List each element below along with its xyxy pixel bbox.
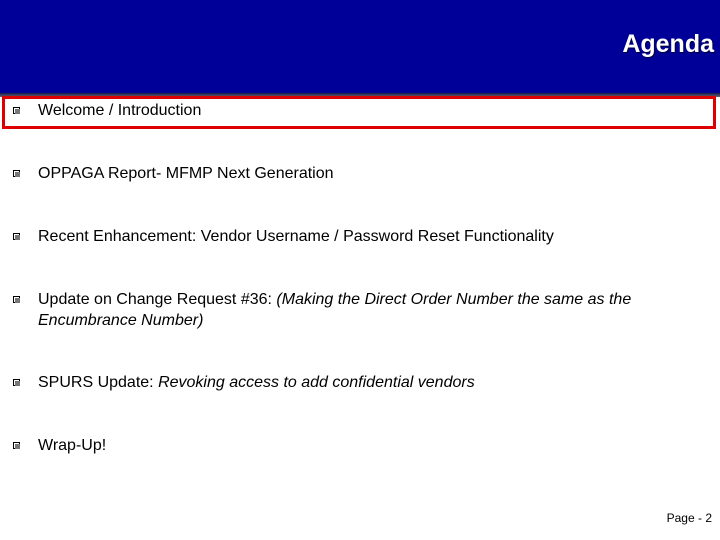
agenda-item-text [38, 289, 718, 331]
agenda-item-text: Welcome / Introduction [38, 102, 202, 119]
slide-title: Agenda [622, 30, 714, 58]
checkbox-square-icon [13, 442, 20, 449]
checkbox-square-icon [13, 379, 20, 386]
page-number: Page - 2 [666, 511, 712, 525]
agenda-item-detail: Revoking access to add confidential vendors [158, 374, 475, 391]
agenda-item-text: OPPAGA Report- MFMP Next Generation [38, 165, 334, 182]
agenda-item-text: Recent Enhancement: Vendor Username / Password Reset Functionality [38, 228, 554, 245]
agenda-item-lead: Update on Change Request #36: [38, 291, 277, 308]
checkbox-square-icon [13, 107, 20, 114]
checkbox-square-icon [13, 170, 20, 177]
checkbox-square-icon [13, 233, 20, 240]
agenda-item-text [38, 372, 718, 393]
header-bar [0, 0, 720, 95]
checkbox-square-icon [13, 296, 20, 303]
agenda-item-detail: (Making the Direct Order Number the same as the Encumbrance Number) [38, 291, 632, 329]
agenda-item-text: Wrap-Up! [38, 437, 107, 454]
agenda-item-lead: SPURS Update: [38, 374, 159, 391]
